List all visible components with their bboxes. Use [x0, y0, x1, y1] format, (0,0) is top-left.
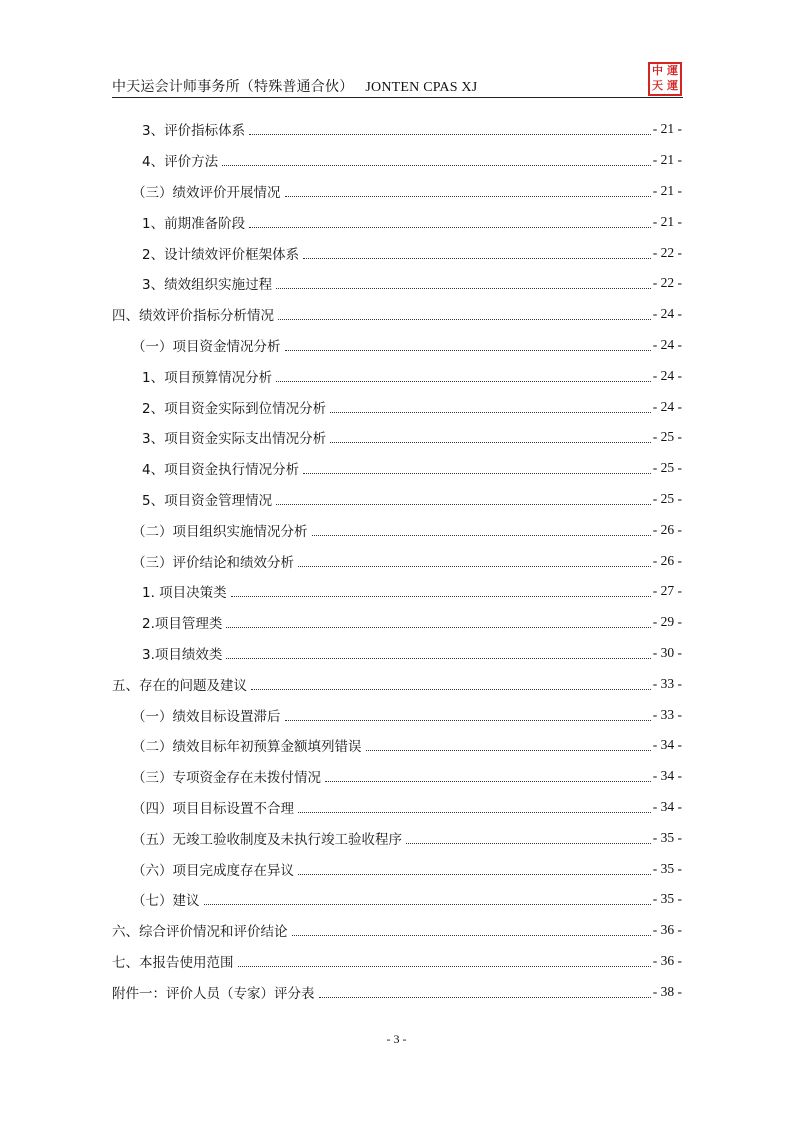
toc-entry-page: - 25 - [652, 429, 682, 445]
toc-dot-leader [303, 472, 651, 474]
toc-dot-leader [298, 873, 651, 875]
seal-char: 運 [667, 79, 678, 92]
toc-dot-leader [285, 719, 651, 721]
toc-entry-page: - 35 - [652, 860, 682, 876]
toc-entry-page: - 34 - [652, 737, 682, 753]
toc-entry-page: - 29 - [652, 614, 682, 630]
toc-entry-label: 1、前期准备阶段 [142, 215, 246, 232]
toc-entry-label: 2、设计绩效评价框架体系 [142, 246, 300, 263]
toc-entry-page: - 25 - [652, 460, 682, 476]
toc-entry[interactable] [112, 514, 682, 545]
toc-entry-page: - 24 - [652, 398, 682, 414]
toc-entry-label: （二）绩效目标年初预算金额填列错误 [132, 739, 362, 756]
toc-entry[interactable] [112, 299, 682, 330]
toc-entry[interactable] [112, 976, 682, 1007]
toc-dot-leader [312, 534, 651, 536]
toc-entry-page: - 33 - [652, 706, 682, 722]
toc-entry-page: - 26 - [652, 552, 682, 568]
toc-entry-page: - 34 - [652, 798, 682, 814]
toc-entry-label: （三）专项资金存在未拨付情况 [132, 770, 321, 787]
toc-dot-leader [303, 257, 651, 259]
toc-entry-page: - 35 - [652, 891, 682, 907]
toc-dot-leader [238, 965, 651, 967]
toc-entry[interactable] [112, 915, 682, 946]
toc-entry-page: - 21 - [652, 152, 682, 168]
toc-entry[interactable] [112, 761, 682, 792]
toc-entry-label: （四）项目目标设置不合理 [132, 800, 294, 817]
toc-dot-leader [406, 842, 651, 844]
toc-entry-page: - 21 - [652, 121, 682, 137]
toc-dot-leader [298, 811, 651, 813]
header-rule [112, 97, 683, 98]
toc-entry[interactable] [112, 237, 682, 268]
toc-dot-leader [249, 226, 651, 228]
toc-entry-label: （三）绩效评价开展情况 [132, 184, 281, 201]
toc-entry-label: 2、项目资金实际到位情况分析 [142, 400, 327, 417]
toc-dot-leader [276, 503, 651, 505]
toc-entry-label: 1、项目预算情况分析 [142, 369, 273, 386]
toc-entry-label: （二）项目组织实施情况分析 [132, 523, 308, 540]
toc-dot-leader [285, 349, 651, 351]
toc-entry-page: - 34 - [652, 768, 682, 784]
toc-entry[interactable] [112, 330, 682, 361]
toc-entry-label: 2.项目管理类 [142, 616, 223, 633]
toc-entry-page: - 36 - [652, 922, 682, 938]
toc-entry[interactable] [112, 699, 682, 730]
toc-dot-leader [330, 441, 651, 443]
toc-entry-label: 3、评价指标体系 [142, 123, 246, 140]
toc-entry-label: 七、本报告使用范围 [112, 954, 234, 971]
toc-entry-page: - 27 - [652, 583, 682, 599]
toc-entry-page: - 36 - [652, 952, 682, 968]
toc-entry-page: - 24 - [652, 336, 682, 352]
toc-entry-label: （七）建议 [132, 893, 200, 910]
toc-entry[interactable] [112, 422, 682, 453]
toc-entry[interactable] [112, 822, 682, 853]
toc-entry-page: - 30 - [652, 644, 682, 660]
toc-dot-leader [325, 780, 651, 782]
header-firm-en: JONTEN CPAS XJ [365, 80, 478, 95]
toc-entry[interactable] [112, 853, 682, 884]
toc-entry-page: - 25 - [652, 490, 682, 506]
toc-entry[interactable] [112, 668, 682, 699]
toc-entry-label: （三）评价结论和绩效分析 [132, 554, 294, 571]
firm-seal-logo [648, 62, 682, 96]
toc-dot-leader [251, 688, 651, 690]
seal-char: 天 [652, 79, 663, 92]
toc-entry[interactable] [112, 576, 682, 607]
table-of-contents [112, 114, 682, 1007]
toc-dot-leader [278, 318, 651, 320]
toc-dot-leader [298, 565, 651, 567]
toc-dot-leader [231, 595, 651, 597]
toc-dot-leader [276, 380, 651, 382]
toc-entry[interactable] [112, 638, 682, 669]
toc-entry[interactable] [112, 206, 682, 237]
toc-entry-label: 3、绩效组织实施过程 [142, 277, 273, 294]
toc-entry-page: - 24 - [652, 367, 682, 383]
toc-entry-page: - 26 - [652, 521, 682, 537]
toc-entry[interactable] [112, 391, 682, 422]
seal-char: 中 [652, 64, 663, 77]
toc-entry[interactable] [112, 792, 682, 823]
toc-dot-leader [249, 133, 651, 135]
toc-dot-leader [366, 749, 651, 751]
toc-entry[interactable] [112, 484, 682, 515]
toc-dot-leader [292, 934, 651, 936]
toc-entry-label: 六、综合评价情况和评价结论 [112, 924, 288, 941]
toc-entry[interactable] [112, 545, 682, 576]
toc-entry-label: 4、项目资金执行情况分析 [142, 462, 300, 479]
toc-entry-label: 附件一：评价人员（专家）评分表 [112, 985, 315, 1002]
toc-entry-page: - 33 - [652, 675, 682, 691]
toc-entry[interactable] [112, 268, 682, 299]
toc-entry-label: 1. 项目决策类 [142, 585, 227, 602]
toc-entry[interactable] [112, 730, 682, 761]
toc-dot-leader [222, 164, 651, 166]
toc-entry-page: - 21 - [652, 213, 682, 229]
toc-entry[interactable] [112, 176, 682, 207]
toc-entry-page: - 35 - [652, 829, 682, 845]
toc-entry-label: （五）无竣工验收制度及未执行竣工验收程序 [132, 831, 402, 848]
toc-entry-label: 3.项目绩效类 [142, 646, 223, 663]
toc-dot-leader [226, 626, 650, 628]
toc-entry-page: - 21 - [652, 182, 682, 198]
toc-entry-label: （一）绩效目标设置滞后 [132, 708, 281, 725]
toc-entry[interactable] [112, 884, 682, 915]
toc-entry-label: 3、项目资金实际支出情况分析 [142, 431, 327, 448]
toc-entry-label: （六）项目完成度存在异议 [132, 862, 294, 879]
toc-entry-label: 五、存在的问题及建议 [112, 677, 247, 694]
page-number: - 3 - [386, 1032, 407, 1046]
toc-entry-page: - 22 - [652, 244, 682, 260]
toc-dot-leader [330, 411, 651, 413]
toc-dot-leader [319, 996, 651, 998]
page-header [112, 72, 682, 98]
toc-entry[interactable] [112, 946, 682, 977]
toc-dot-leader [285, 195, 651, 197]
toc-dot-leader [276, 287, 651, 289]
toc-entry[interactable] [112, 360, 682, 391]
toc-entry-label: （一）项目资金情况分析 [132, 338, 281, 355]
toc-entry-label: 4、评价方法 [142, 154, 219, 171]
header-firm-cn: 中天运会计师事务所（特殊普通合伙） [112, 79, 354, 95]
toc-entry-label: 四、绩效评价指标分析情况 [112, 308, 274, 325]
toc-entry-label: 5、项目资金管理情况 [142, 492, 273, 509]
toc-dot-leader [226, 657, 650, 659]
toc-entry[interactable] [112, 114, 682, 145]
toc-entry-page: - 38 - [652, 983, 682, 999]
toc-entry[interactable] [112, 453, 682, 484]
seal-char: 運 [667, 64, 678, 77]
toc-entry-page: - 24 - [652, 306, 682, 322]
toc-entry[interactable] [112, 145, 682, 176]
toc-entry-page: - 22 - [652, 275, 682, 291]
toc-entry[interactable] [112, 607, 682, 638]
header-firm-name [112, 76, 477, 96]
toc-dot-leader [204, 903, 651, 905]
